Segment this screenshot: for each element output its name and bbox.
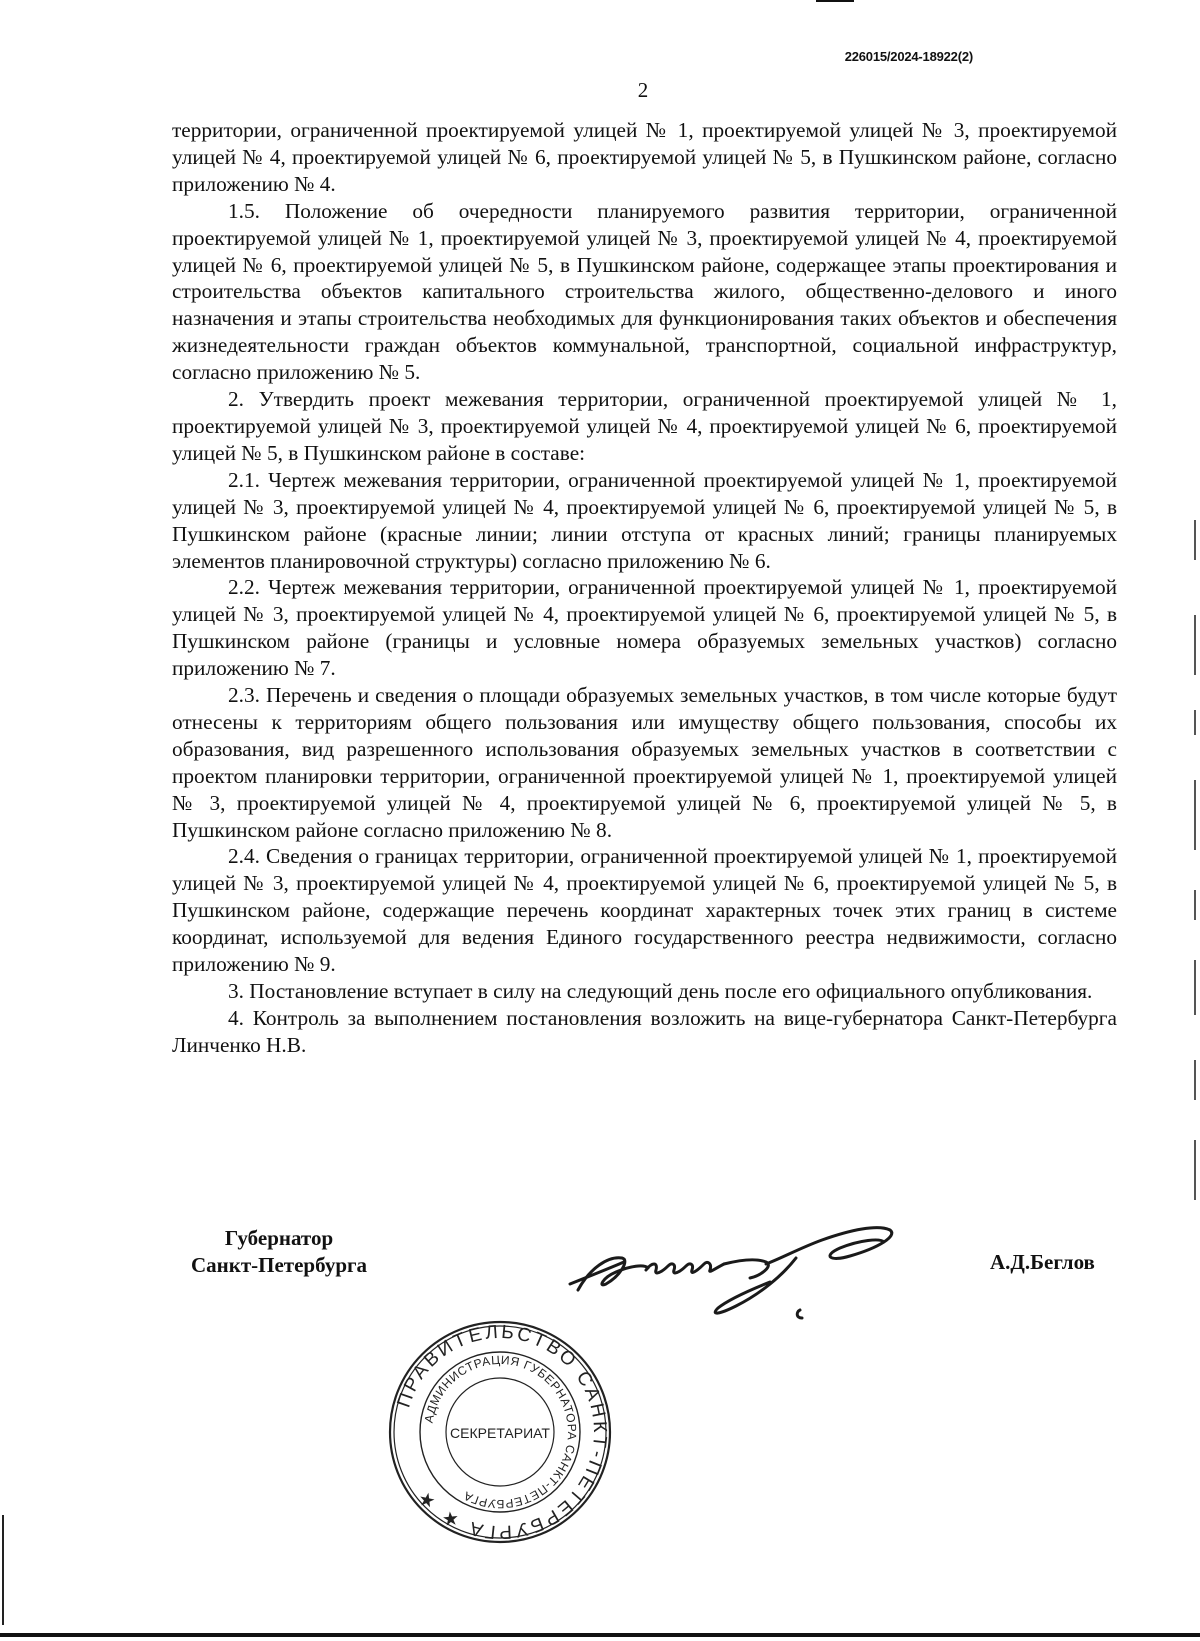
bottom-edge-line [0, 1633, 1200, 1637]
paragraph-continuation: территории, ограниченной проектируемой улицей № 1, проектируемой улицей № 3, проектируемой улицей № 4, проектируемой улицей № 6, проектируемой улицей № 5, в Пушкинском районе, согласно приложению № 4. [172, 118, 1117, 196]
paragraph-2-3: 2.3. Перечень и сведения о площади образуемых земельных участков, в том числе которые будут отнесены к территориям общего пользования или имуществу общего пользования, способы их образования, вид разрешенного использования образуемых земельных участков в соответствии с проектом планировки территории, ограниченной проектируемой улицей № 1, проектируемой улицей № 3, проектируемой улицей № 4, проектируемой улицей № 6, проектируемой улицей № 5, в Пушкинском районе согласно приложению № 8. [172, 683, 1117, 842]
document-id: 226015/2024-18922(2) [844, 49, 973, 64]
handwritten-signature [560, 1218, 930, 1333]
paragraph-1-5: 1.5. Положение об очередности планируемого развития территории, ограниченной проектируемой улицей № 1, проектируемой улицей № 3, проектируемой улицей № 4, проектируемой улицей № 6, проектируемой улицей № 5, в Пушкинском районе, содержащее этапы проектирования и строительства объектов капитального строительства жилого, общественно-делового и иного назначения и этапы строительства необходимых для функционирования таких объектов и обеспечения жизнедеятельности граждан объектов коммунальной, транспортной, социальной инфраструктур, согласно приложению № 5. [172, 198, 1117, 385]
scan-edge-marks [1193, 520, 1198, 1220]
scan-left-edge-mark [2, 1515, 4, 1625]
svg-text:АДМИНИСТРАЦИЯ ГУБЕРНАТОРА САНК: АДМИНИСТРАЦИЯ ГУБЕРНАТОРА САНКТ-ПЕТЕРБУРГА [421, 1352, 580, 1512]
page-number: 2 [637, 78, 649, 102]
paragraph-4: 4. Контроль за выполнением постановления возложить на вице-губернатора Санкт-Петербурга Линченко Н.В. [172, 1005, 1117, 1057]
paragraph-3: 3. Постановление вступает в силу на следующий день после его официального опубликования. [228, 979, 1093, 1003]
paragraph-2-1: 2.1. Чертеж межевания территории, ограниченной проектируемой улицей № 1, проектируемой улицей № 3, проектируемой улицей № 4, проектируемой улицей № 6, проектируемой улицей № 5, в Пушкинском районе (красные линии; линии отступа от красных линий; границы планируемых элементов планировочной структуры) согласно приложению № 6. [172, 467, 1117, 573]
seal-center-text: СЕКРЕТАРИАТ [450, 1425, 550, 1441]
paragraph-2-4: 2.4. Сведения о границах территории, ограниченной проектируемой улицей № 1, проектируемой улицей № 3, проектируемой улицей № 4, проектируемой улицей № 6, проектируемой улицей № 5, в Пушкинском районе, содержащие перечень координат характерных точек этих границ в системе координат, используемой для ведения Единого государственного реестра недвижимости, согласно приложению № 9. [172, 844, 1117, 977]
paragraph-2: 2. Утвердить проект межевания территории, ограниченной проектируемой улицей № 1, проектируемой улицей № 3, проектируемой улицей № 4, проектируемой улицей № 6, проектируемой улицей № 5, в Пушкинском районе в составе: [172, 387, 1117, 465]
signatory-title-line2: Санкт-Петербурга [190, 1253, 368, 1277]
document-body [172, 117, 1117, 1059]
official-seal-stamp [386, 1318, 614, 1546]
top-edge-mark [816, 0, 854, 2]
signatory-name: А.Д.Беглов [990, 1250, 1095, 1274]
signatory-title-line1: Губернатор [224, 1226, 334, 1250]
svg-text:ПРАВИТЕЛЬСТВО САНКТ-ПЕТЕРБУРГА: ПРАВИТЕЛЬСТВО САНКТ-ПЕТЕРБУРГА ★ ★ [393, 1321, 611, 1543]
paragraph-2-2: 2.2. Чертеж межевания территории, ограниченной проектируемой улицей № 1, проектируемой улицей № 3, проектируемой улицей № 4, проектируемой улицей № 6, проектируемой улицей № 5, в Пушкинском районе (границы и условные номера образуемых земельных участков) согласно приложению № 7. [172, 575, 1117, 681]
signatory-title [175, 1225, 383, 1279]
